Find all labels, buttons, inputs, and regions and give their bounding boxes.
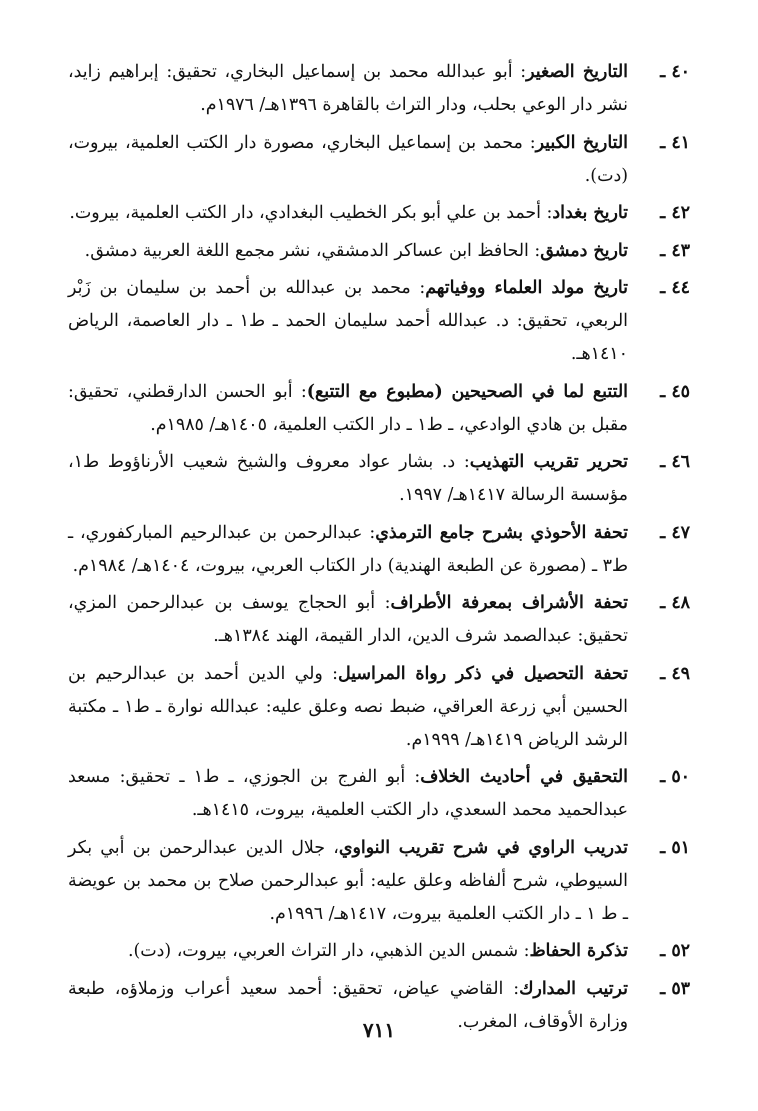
bibliography-entry: [68, 761, 690, 827]
bibliography-entry: [68, 272, 690, 371]
entry-number: ٤١ ـ: [660, 132, 690, 153]
entry-number: ٤٨ ـ: [660, 593, 690, 613]
entry-title: تذكرة الحفاظ: [529, 941, 628, 961]
bibliography-entry: [68, 376, 690, 442]
entry-details: : القاضي عياض، تحقيق: أحمد سعيد أعراب وزملاؤه، طبعة وزارة الأوقاف، المغرب.: [68, 978, 628, 1032]
entry-details: : أبو الفرج بن الجوزي، ـ ط١ ـ تحقيق: مسعد عبدالحميد محمد السعدي، دار الكتب العلمية، بيروت، ١٤١٥هـ.: [68, 767, 628, 820]
bibliography-entry: [68, 587, 690, 653]
entry-title: التحقيق في أحاديث الخلاف: [420, 767, 628, 787]
entry-title: تحرير تقريب التهذيب: [469, 452, 628, 472]
entry-number: ٥٠ ـ: [660, 767, 690, 787]
bibliography-list: [68, 56, 690, 1039]
entry-details: : أبو الحجاج يوسف بن عبدالرحمن المزي، تحقيق: عبدالصمد شرف الدين، الدار القيمة، الهند ١٣٨٤هـ.: [68, 593, 628, 646]
entry-details: : أبو عبدالله محمد بن إسماعيل البخاري، تحقيق: إبراهيم زايد، نشر دار الوعي بحلب، ودار التراث بالقاهرة ١٣٩٦هـ/ ١٩٧٦م.: [68, 62, 628, 115]
bibliography-entry: [68, 517, 690, 583]
entry-number: ٥٢ ـ: [660, 941, 690, 961]
entry-title: تاريخ مولد العلماء ووفياتهم: [425, 278, 628, 298]
entry-details: : أحمد بن علي أبو بكر الخطيب البغدادي، دار الكتب العلمية، بيروت.: [69, 203, 553, 223]
bibliography-entry: [68, 658, 690, 757]
bibliography-entry: [68, 197, 690, 230]
entry-number: ٤٥ ـ: [660, 381, 690, 402]
bibliography-entry: [68, 446, 690, 512]
entry-title: تحفة الأشراف بمعرفة الأطراف: [390, 593, 628, 613]
page-number: ٧١١: [362, 1018, 396, 1042]
entry-number: ٤٢ ـ: [660, 203, 690, 223]
entry-title: تاريخ بغداد: [552, 203, 628, 223]
entry-details: : عبدالرحمن بن عبدالرحيم المباركفوري، ـ ط٣ ـ (مصورة عن الطبعة الهندية) دار الكتاب العربي، بيروت، ١٤٠٤هـ/ ١٩٨٤م.: [68, 522, 628, 576]
entry-title: تحفة التحصيل في ذكر رواة المراسيل: [337, 663, 628, 684]
bibliography-entry: [68, 235, 690, 268]
entry-title: التتبع لما في الصحيحين (مطبوع مع التتبع): [306, 381, 628, 402]
entry-title: التاريخ الكبير: [535, 132, 628, 153]
bibliography-entry: [68, 935, 690, 968]
entry-details: : ولي الدين أحمد بن عبدالرحيم بن الحسين أبي زرعة العراقي، ضبط نصه وعلق عليه: عبدالله نوارة ـ ط١ ـ مكتبة الرشد الرياض ١٤١٩هـ/ ١٩٩٩م.: [68, 663, 629, 750]
entry-details: ، جلال الدين عبدالرحمن بن أبي بكر السيوطي، شرح ألفاظه وعلق عليه: أبو عبدالرحمن صلاح بن محمد بن عويضة ـ ط ١ ـ دار الكتب العلمية بيروت، ١٤١٧هـ/ ١٩٩٦م.: [68, 837, 628, 924]
entry-title: التاريخ الصغير: [526, 62, 628, 82]
entry-number: ٥٣ ـ: [660, 978, 690, 999]
entry-details: : محمد بن عبدالله بن أحمد بن سليمان بن زَبْر الربعي، تحقيق: د. عبدالله أحمد سليمان الحمد ـ ط١ ـ دار العاصمة، الرياض ١٤١٠هـ.: [68, 278, 628, 364]
entry-number: ٥١ ـ: [660, 837, 690, 858]
entry-number: ٤٤ ـ: [660, 278, 690, 298]
bibliography-entry: [68, 127, 690, 193]
entry-number: ٤٣ ـ: [660, 240, 690, 261]
entry-number: ٤٧ ـ: [660, 522, 690, 543]
bibliography-entry: [68, 56, 690, 122]
entry-title: تدريب الراوي في شرح تقريب النواوي: [338, 837, 629, 858]
entry-details: : شمس الدين الذهبي، دار التراث العربي، بيروت، (دت).: [127, 941, 530, 961]
entry-details: : محمد بن إسماعيل البخاري، مصورة دار الكتب العلمية، بيروت، (دت).: [68, 132, 628, 186]
bibliography-entry: [68, 832, 690, 931]
entry-title: تاريخ دمشق: [540, 240, 628, 261]
entry-details: : الحافظ ابن عساكر الدمشقي، نشر مجمع اللغة العربية دمشق.: [84, 240, 541, 261]
entry-details: : أبو الحسن الدارقطني، تحقيق: مقبل بن هادي الوادعي، ـ ط١ ـ دار الكتب العلمية، ١٤٠٥هـ/ ١٩٨٥م.: [68, 381, 628, 435]
entry-number: ٤٠ ـ: [660, 62, 690, 82]
entry-title: تحفة الأحوذي بشرح جامع الترمذي: [375, 522, 628, 543]
entry-title: ترتيب المدارك: [519, 978, 628, 999]
entry-details: : د. بشار عواد معروف والشيخ شعيب الأرناؤوط ط١، مؤسسة الرسالة ١٤١٧هـ/ ١٩٩٧.: [68, 452, 628, 505]
entry-number: ٤٩ ـ: [660, 663, 690, 684]
entry-number: ٤٦ ـ: [660, 452, 690, 472]
